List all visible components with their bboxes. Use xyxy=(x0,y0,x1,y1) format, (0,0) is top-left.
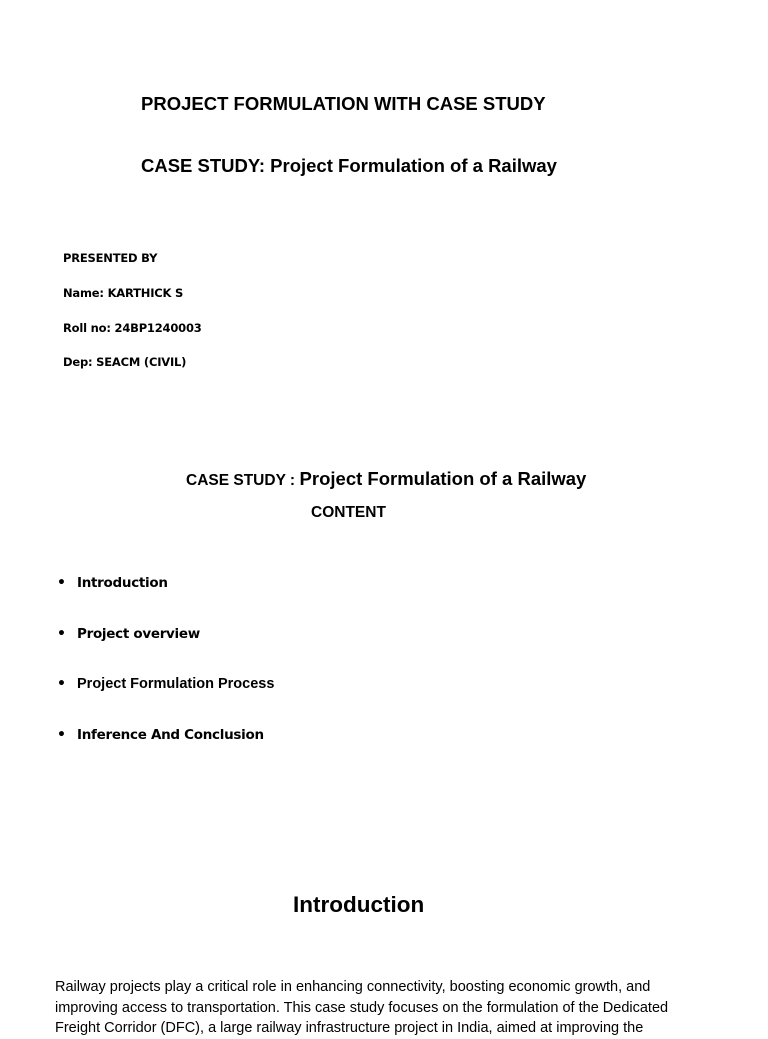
presenter-roll-no: Roll no: 24BP1240003 xyxy=(63,321,202,335)
bullet-icon: • xyxy=(57,727,66,743)
content-item-formulation-process: Project Formulation Process xyxy=(77,676,275,692)
case-study-prefix: CASE STUDY : xyxy=(186,472,296,489)
presenter-department: Dep: SEACM (CIVIL) xyxy=(63,355,187,369)
content-item-project-overview: Project overview xyxy=(77,626,200,642)
bullet-icon: • xyxy=(57,575,66,591)
bullet-icon: • xyxy=(57,626,66,642)
introduction-paragraph: Railway projects play a critical role in enhancing connectivity, boosting economic growth, and improving access to transportation. This case study focuses on the formulation of the Dedicated Freight Corridor (DFC), a large railway infrastructure project in India, aimed at improving the xyxy=(55,979,669,1036)
document-title: PROJECT FORMULATION WITH CASE STUDY xyxy=(141,93,546,114)
bullet-icon: • xyxy=(57,676,66,692)
introduction-heading: Introduction xyxy=(293,892,425,917)
content-heading: CONTENT xyxy=(311,504,386,521)
presented-by-label: PRESENTED BY xyxy=(63,251,158,265)
content-case-study-title xyxy=(186,468,586,490)
content-item-conclusion: Inference And Conclusion xyxy=(77,727,264,743)
case-study-subject: Project Formulation of a Railway xyxy=(299,468,587,489)
presenter-name: Name: KARTHICK S xyxy=(63,286,184,300)
content-item-introduction: Introduction xyxy=(77,575,168,591)
case-study-title: CASE STUDY: Project Formulation of a Railway xyxy=(141,155,557,176)
